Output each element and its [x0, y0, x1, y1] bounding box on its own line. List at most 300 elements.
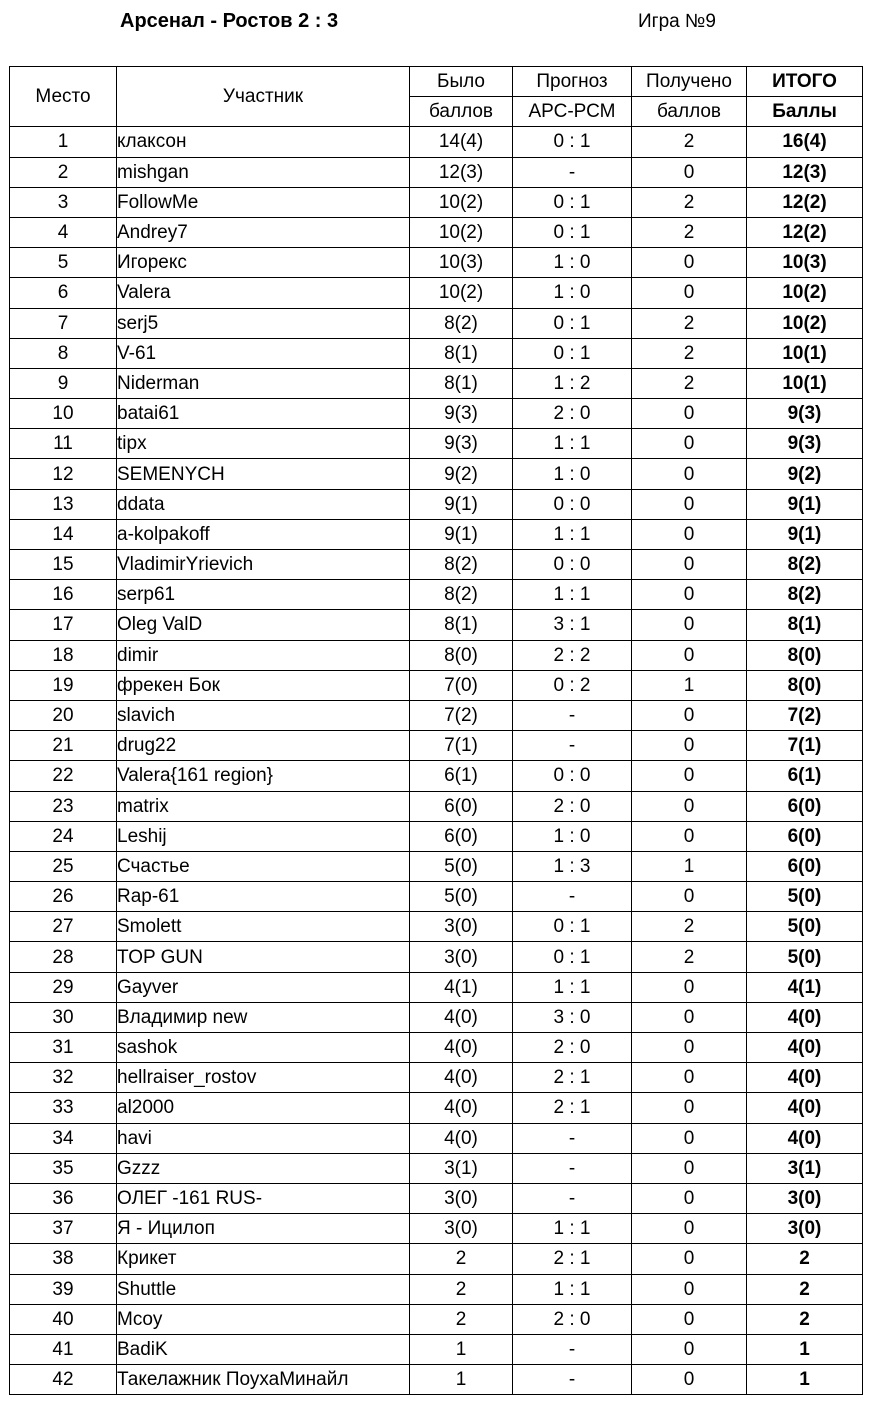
place-cell: 8 — [10, 338, 117, 368]
participant-cell: a-kolpakoff — [117, 519, 410, 549]
place-cell: 41 — [10, 1334, 117, 1364]
place-cell: 21 — [10, 731, 117, 761]
place-cell: 42 — [10, 1365, 117, 1395]
participant-cell: Gzzz — [117, 1153, 410, 1183]
participant-cell: matrix — [117, 791, 410, 821]
prediction-cell: 1 : 1 — [513, 1214, 632, 1244]
points-got-cell: 0 — [632, 1244, 747, 1274]
table-row — [10, 308, 863, 338]
participant-cell: Shuttle — [117, 1274, 410, 1304]
prediction-cell: 2 : 0 — [513, 791, 632, 821]
points-got-cell: 0 — [632, 761, 747, 791]
table-row — [10, 972, 863, 1002]
total-cell: 1 — [747, 1334, 863, 1364]
participant-cell: BadiK — [117, 1334, 410, 1364]
total-cell: 9(1) — [747, 489, 863, 519]
total-cell: 9(2) — [747, 459, 863, 489]
participant-cell: Smolett — [117, 912, 410, 942]
participant-cell: Valera — [117, 278, 410, 308]
points-before-cell: 4(0) — [410, 1093, 513, 1123]
place-cell: 30 — [10, 1002, 117, 1032]
points-before-cell: 5(0) — [410, 882, 513, 912]
table-row — [10, 127, 863, 157]
place-cell: 24 — [10, 821, 117, 851]
points-got-cell: 0 — [632, 1304, 747, 1334]
total-cell: 9(3) — [747, 399, 863, 429]
place-cell: 13 — [10, 489, 117, 519]
place-cell: 2 — [10, 157, 117, 187]
table-row — [10, 157, 863, 187]
participant-cell: serj5 — [117, 308, 410, 338]
table-row — [10, 640, 863, 670]
table-row — [10, 278, 863, 308]
place-cell: 1 — [10, 127, 117, 157]
place-cell: 19 — [10, 670, 117, 700]
col-header-place: Место — [10, 67, 117, 127]
results-table — [9, 66, 863, 1395]
col-header-participant: Участник — [117, 67, 410, 127]
prediction-cell: 3 : 0 — [513, 1002, 632, 1032]
points-got-cell: 0 — [632, 1153, 747, 1183]
points-before-cell: 4(0) — [410, 1123, 513, 1153]
points-before-cell: 3(0) — [410, 912, 513, 942]
participant-cell: Leshij — [117, 821, 410, 851]
total-cell: 2 — [747, 1274, 863, 1304]
points-before-cell: 8(1) — [410, 338, 513, 368]
points-before-cell: 2 — [410, 1244, 513, 1274]
table-row — [10, 882, 863, 912]
place-cell: 18 — [10, 640, 117, 670]
table-row — [10, 851, 863, 881]
points-before-cell: 6(0) — [410, 791, 513, 821]
total-cell: 4(0) — [747, 1002, 863, 1032]
prediction-cell: 0 : 0 — [513, 761, 632, 791]
participant-cell: Rap-61 — [117, 882, 410, 912]
points-before-cell: 3(0) — [410, 1214, 513, 1244]
points-before-cell: 6(1) — [410, 761, 513, 791]
prediction-cell: 0 : 1 — [513, 338, 632, 368]
participant-cell: SEMENYCH — [117, 459, 410, 489]
points-before-cell: 9(1) — [410, 519, 513, 549]
total-cell: 7(2) — [747, 700, 863, 730]
place-cell: 29 — [10, 972, 117, 1002]
total-cell: 10(1) — [747, 338, 863, 368]
table-row — [10, 761, 863, 791]
points-before-cell: 4(1) — [410, 972, 513, 1002]
prediction-cell: 0 : 1 — [513, 912, 632, 942]
place-cell: 20 — [10, 700, 117, 730]
total-cell: 4(0) — [747, 1093, 863, 1123]
prediction-cell: 1 : 0 — [513, 248, 632, 278]
prediction-cell: 2 : 0 — [513, 399, 632, 429]
place-cell: 39 — [10, 1274, 117, 1304]
participant-cell: dimir — [117, 640, 410, 670]
participant-cell: drug22 — [117, 731, 410, 761]
table-row — [10, 1274, 863, 1304]
prediction-cell: 1 : 0 — [513, 278, 632, 308]
points-got-cell: 2 — [632, 912, 747, 942]
prediction-cell: - — [513, 157, 632, 187]
total-cell: 10(1) — [747, 368, 863, 398]
prediction-cell: 2 : 1 — [513, 1063, 632, 1093]
points-before-cell: 7(1) — [410, 731, 513, 761]
prediction-cell: 0 : 1 — [513, 308, 632, 338]
prediction-cell: - — [513, 700, 632, 730]
total-cell: 5(0) — [747, 912, 863, 942]
table-row — [10, 580, 863, 610]
points-got-cell: 2 — [632, 217, 747, 247]
total-cell: 2 — [747, 1244, 863, 1274]
place-cell: 33 — [10, 1093, 117, 1123]
participant-cell: Такелажник ПоухаМинайл — [117, 1365, 410, 1395]
table-row — [10, 670, 863, 700]
place-cell: 15 — [10, 550, 117, 580]
points-before-cell: 1 — [410, 1334, 513, 1364]
total-cell: 2 — [747, 1304, 863, 1334]
points-got-cell: 0 — [632, 640, 747, 670]
prediction-cell: 1 : 2 — [513, 368, 632, 398]
points-before-cell: 3(0) — [410, 942, 513, 972]
participant-cell: havi — [117, 1123, 410, 1153]
table-row — [10, 217, 863, 247]
total-cell: 5(0) — [747, 942, 863, 972]
results-table-body — [10, 127, 863, 1395]
participant-cell: Владимир new — [117, 1002, 410, 1032]
table-row — [10, 489, 863, 519]
participant-cell: hellraiser_rostov — [117, 1063, 410, 1093]
total-cell: 6(0) — [747, 821, 863, 851]
points-got-cell: 0 — [632, 1093, 747, 1123]
game-number: Игра №9 — [638, 11, 716, 32]
total-cell: 8(0) — [747, 640, 863, 670]
total-cell: 10(3) — [747, 248, 863, 278]
points-before-cell: 12(3) — [410, 157, 513, 187]
prediction-cell: - — [513, 1334, 632, 1364]
points-got-cell: 0 — [632, 1002, 747, 1032]
prediction-cell: 2 : 2 — [513, 640, 632, 670]
total-cell: 8(0) — [747, 670, 863, 700]
total-cell: 3(0) — [747, 1214, 863, 1244]
participant-cell: Andrey7 — [117, 217, 410, 247]
place-cell: 11 — [10, 429, 117, 459]
points-before-cell: 2 — [410, 1274, 513, 1304]
prediction-cell: 1 : 1 — [513, 972, 632, 1002]
prediction-cell: - — [513, 1365, 632, 1395]
participant-cell: фрекен Бок — [117, 670, 410, 700]
total-cell: 12(2) — [747, 187, 863, 217]
participant-cell: V-61 — [117, 338, 410, 368]
prediction-cell: 1 : 1 — [513, 1274, 632, 1304]
points-before-cell: 6(0) — [410, 821, 513, 851]
col-header-points-before-line2: баллов — [410, 97, 513, 127]
table-row — [10, 1244, 863, 1274]
points-before-cell: 9(1) — [410, 489, 513, 519]
prediction-cell: - — [513, 1153, 632, 1183]
points-got-cell: 2 — [632, 187, 747, 217]
participant-cell: VladimirYrievich — [117, 550, 410, 580]
col-header-total-line2: Баллы — [747, 97, 863, 127]
participant-cell: slavich — [117, 700, 410, 730]
prediction-cell: 1 : 0 — [513, 821, 632, 851]
prediction-cell: 2 : 1 — [513, 1093, 632, 1123]
table-row — [10, 1033, 863, 1063]
total-cell: 6(0) — [747, 851, 863, 881]
total-cell: 5(0) — [747, 882, 863, 912]
points-got-cell: 0 — [632, 610, 747, 640]
prediction-cell: 0 : 0 — [513, 550, 632, 580]
participant-cell: serp61 — [117, 580, 410, 610]
points-got-cell: 2 — [632, 368, 747, 398]
points-got-cell: 2 — [632, 127, 747, 157]
total-cell: 12(3) — [747, 157, 863, 187]
results-table-head — [10, 67, 863, 127]
table-row — [10, 187, 863, 217]
points-before-cell: 10(2) — [410, 278, 513, 308]
place-cell: 37 — [10, 1214, 117, 1244]
place-cell: 14 — [10, 519, 117, 549]
table-row — [10, 791, 863, 821]
total-cell: 3(0) — [747, 1183, 863, 1213]
prediction-cell: 1 : 0 — [513, 459, 632, 489]
table-row — [10, 1123, 863, 1153]
table-row — [10, 519, 863, 549]
participant-cell: Mcoy — [117, 1304, 410, 1334]
total-cell: 6(1) — [747, 761, 863, 791]
place-cell: 26 — [10, 882, 117, 912]
total-cell: 7(1) — [747, 731, 863, 761]
table-row — [10, 1093, 863, 1123]
prediction-cell: 3 : 1 — [513, 610, 632, 640]
place-cell: 10 — [10, 399, 117, 429]
points-got-cell: 0 — [632, 1123, 747, 1153]
place-cell: 31 — [10, 1033, 117, 1063]
place-cell: 28 — [10, 942, 117, 972]
place-cell: 12 — [10, 459, 117, 489]
points-before-cell: 9(3) — [410, 429, 513, 459]
participant-cell: клаксон — [117, 127, 410, 157]
place-cell: 40 — [10, 1304, 117, 1334]
points-got-cell: 0 — [632, 1365, 747, 1395]
participant-cell: tipx — [117, 429, 410, 459]
points-got-cell: 0 — [632, 399, 747, 429]
points-before-cell: 9(2) — [410, 459, 513, 489]
total-cell: 6(0) — [747, 791, 863, 821]
table-row — [10, 1304, 863, 1334]
place-cell: 6 — [10, 278, 117, 308]
place-cell: 22 — [10, 761, 117, 791]
points-got-cell: 2 — [632, 338, 747, 368]
col-header-prediction-line1: Прогноз — [513, 67, 632, 97]
points-got-cell: 0 — [632, 1063, 747, 1093]
points-before-cell: 8(2) — [410, 550, 513, 580]
prediction-cell: 0 : 1 — [513, 217, 632, 247]
participant-cell: Valera{161 region} — [117, 761, 410, 791]
total-cell: 4(1) — [747, 972, 863, 1002]
participant-cell: batai61 — [117, 399, 410, 429]
total-cell: 8(2) — [747, 580, 863, 610]
points-got-cell: 0 — [632, 1033, 747, 1063]
participant-cell: Oleg ValD — [117, 610, 410, 640]
total-cell: 16(4) — [747, 127, 863, 157]
points-got-cell: 0 — [632, 550, 747, 580]
prediction-cell: - — [513, 731, 632, 761]
place-cell: 35 — [10, 1153, 117, 1183]
total-cell: 10(2) — [747, 308, 863, 338]
total-cell: 12(2) — [747, 217, 863, 247]
points-before-cell: 4(0) — [410, 1063, 513, 1093]
prediction-cell: 1 : 3 — [513, 851, 632, 881]
total-cell: 4(0) — [747, 1123, 863, 1153]
table-row — [10, 912, 863, 942]
total-cell: 10(2) — [747, 278, 863, 308]
points-before-cell: 5(0) — [410, 851, 513, 881]
table-row — [10, 1183, 863, 1213]
participant-cell: Gayver — [117, 972, 410, 1002]
table-row — [10, 399, 863, 429]
table-row — [10, 1334, 863, 1364]
points-before-cell: 8(1) — [410, 610, 513, 640]
total-cell: 1 — [747, 1365, 863, 1395]
points-got-cell: 2 — [632, 942, 747, 972]
points-before-cell: 7(2) — [410, 700, 513, 730]
prediction-cell: 1 : 1 — [513, 519, 632, 549]
points-got-cell: 2 — [632, 308, 747, 338]
points-got-cell: 0 — [632, 278, 747, 308]
total-cell: 8(1) — [747, 610, 863, 640]
place-cell: 27 — [10, 912, 117, 942]
participant-cell: Я - Ицилоп — [117, 1214, 410, 1244]
table-row — [10, 459, 863, 489]
points-before-cell: 3(1) — [410, 1153, 513, 1183]
place-cell: 23 — [10, 791, 117, 821]
points-got-cell: 0 — [632, 459, 747, 489]
place-cell: 5 — [10, 248, 117, 278]
place-cell: 16 — [10, 580, 117, 610]
prediction-cell: - — [513, 1183, 632, 1213]
total-cell: 3(1) — [747, 1153, 863, 1183]
table-row — [10, 550, 863, 580]
points-got-cell: 0 — [632, 1183, 747, 1213]
total-cell: 9(1) — [747, 519, 863, 549]
place-cell: 17 — [10, 610, 117, 640]
place-cell: 38 — [10, 1244, 117, 1274]
points-got-cell: 0 — [632, 429, 747, 459]
table-row — [10, 610, 863, 640]
place-cell: 34 — [10, 1123, 117, 1153]
points-got-cell: 0 — [632, 972, 747, 1002]
participant-cell: ОЛЕГ -161 RUS- — [117, 1183, 410, 1213]
points-got-cell: 0 — [632, 1214, 747, 1244]
participant-cell: Игорекс — [117, 248, 410, 278]
points-before-cell: 10(2) — [410, 187, 513, 217]
prediction-cell: 0 : 1 — [513, 127, 632, 157]
points-before-cell: 2 — [410, 1304, 513, 1334]
col-header-total-line1: ИТОГО — [747, 67, 863, 97]
total-cell: 8(2) — [747, 550, 863, 580]
points-before-cell: 3(0) — [410, 1183, 513, 1213]
place-cell: 9 — [10, 368, 117, 398]
points-before-cell: 4(0) — [410, 1002, 513, 1032]
participant-cell: ddata — [117, 489, 410, 519]
place-cell: 7 — [10, 308, 117, 338]
points-got-cell: 0 — [632, 1334, 747, 1364]
match-title: Арсенал - Ростов 2 : 3 — [120, 10, 339, 32]
table-row — [10, 942, 863, 972]
participant-cell: Niderman — [117, 368, 410, 398]
participant-cell: sashok — [117, 1033, 410, 1063]
points-got-cell: 0 — [632, 882, 747, 912]
col-header-points-got-line2: баллов — [632, 97, 747, 127]
prediction-cell: 1 : 1 — [513, 580, 632, 610]
points-before-cell: 14(4) — [410, 127, 513, 157]
prediction-cell: 2 : 0 — [513, 1033, 632, 1063]
points-before-cell: 8(1) — [410, 368, 513, 398]
prediction-cell: 0 : 2 — [513, 670, 632, 700]
total-cell: 9(3) — [747, 429, 863, 459]
points-got-cell: 0 — [632, 791, 747, 821]
col-header-points-got-line1: Получено — [632, 67, 747, 97]
points-before-cell: 8(2) — [410, 308, 513, 338]
points-got-cell: 0 — [632, 821, 747, 851]
prediction-cell: 0 : 1 — [513, 187, 632, 217]
place-cell: 36 — [10, 1183, 117, 1213]
points-before-cell: 8(2) — [410, 580, 513, 610]
points-before-cell: 10(2) — [410, 217, 513, 247]
prediction-cell: 2 : 1 — [513, 1244, 632, 1274]
header-row-1 — [10, 67, 863, 97]
participant-cell: al2000 — [117, 1093, 410, 1123]
col-header-prediction-line2: АРС-РСМ — [513, 97, 632, 127]
prediction-cell: 0 : 1 — [513, 942, 632, 972]
total-cell: 4(0) — [747, 1033, 863, 1063]
points-before-cell: 10(3) — [410, 248, 513, 278]
place-cell: 25 — [10, 851, 117, 881]
points-got-cell: 0 — [632, 580, 747, 610]
table-row — [10, 1214, 863, 1244]
participant-cell: TOP GUN — [117, 942, 410, 972]
table-row — [10, 1063, 863, 1093]
table-row — [10, 248, 863, 278]
table-row — [10, 1365, 863, 1395]
place-cell: 4 — [10, 217, 117, 247]
points-got-cell: 0 — [632, 248, 747, 278]
points-got-cell: 0 — [632, 157, 747, 187]
points-got-cell: 1 — [632, 670, 747, 700]
points-got-cell: 1 — [632, 851, 747, 881]
prediction-cell: - — [513, 882, 632, 912]
participant-cell: mishgan — [117, 157, 410, 187]
points-before-cell: 8(0) — [410, 640, 513, 670]
table-row — [10, 731, 863, 761]
table-row — [10, 368, 863, 398]
points-got-cell: 0 — [632, 519, 747, 549]
col-header-points-before-line1: Было — [410, 67, 513, 97]
prediction-cell: 2 : 0 — [513, 1304, 632, 1334]
table-row — [10, 338, 863, 368]
place-cell: 32 — [10, 1063, 117, 1093]
points-got-cell: 0 — [632, 1274, 747, 1304]
participant-cell: FollowMe — [117, 187, 410, 217]
table-row — [10, 1002, 863, 1032]
table-row — [10, 1153, 863, 1183]
place-cell: 3 — [10, 187, 117, 217]
prediction-cell: 1 : 1 — [513, 429, 632, 459]
prediction-cell: - — [513, 1123, 632, 1153]
points-got-cell: 0 — [632, 731, 747, 761]
points-before-cell: 1 — [410, 1365, 513, 1395]
participant-cell: Счастье — [117, 851, 410, 881]
table-row — [10, 821, 863, 851]
